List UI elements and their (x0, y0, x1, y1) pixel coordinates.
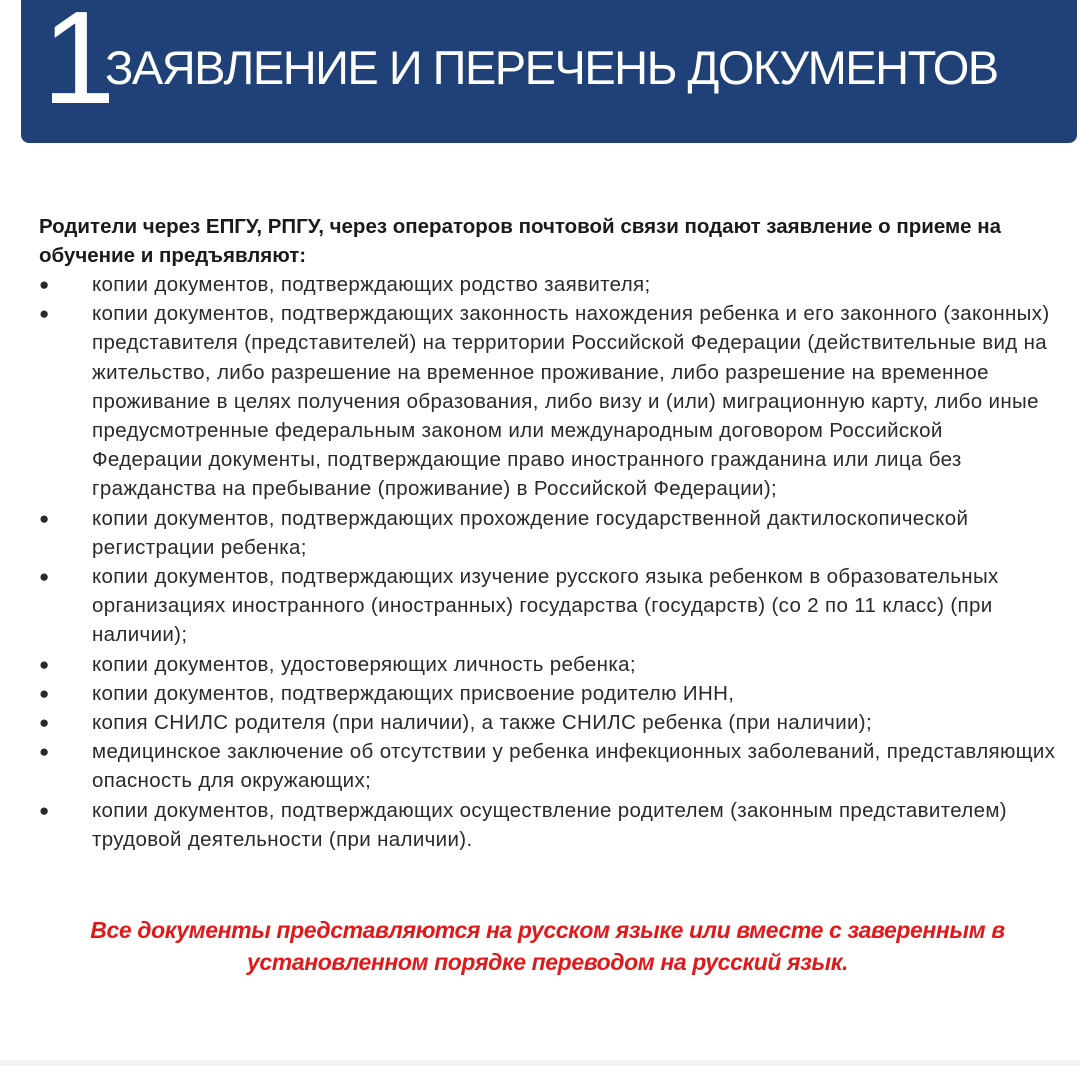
document-item (39, 679, 1059, 708)
document-text: медицинское заключение об отсутствии у ребенка инфекционных заболеваний, представляющих опасность для окружающих; (92, 740, 1056, 793)
section-number: 1 (42, 0, 112, 131)
document-text: копии документов, подтверждающих присвоение родителю ИНН, (92, 681, 735, 705)
document-text: копии документов, удостоверяющих личность ребенка; (92, 652, 636, 676)
bullet-icon: ● (39, 508, 50, 528)
document-text: копии документов, подтверждающих родство заявителя; (92, 273, 651, 296)
bullet-icon: ● (39, 683, 50, 703)
document-item (39, 796, 1059, 854)
document-text: копии документов, подтверждающих изучение русского языка ребенком в образовательных организациях иностранного (иностранных) государства (государств) (со 2 по 11 класс) (при наличии); (92, 565, 999, 647)
bullet-icon: ● (39, 567, 50, 587)
intro-paragraph: Родители через ЕПГУ, РПГУ, через операторов почтовой связи подают заявление о приеме на обучение и предъявляют: (39, 215, 1002, 267)
bullet-icon: ● (39, 654, 50, 674)
bullet-icon: ● (39, 742, 50, 762)
document-item (39, 270, 1059, 299)
document-item (39, 737, 1059, 795)
document-item (39, 650, 1059, 679)
document-text: копии документов, подтверждающих законность нахождения ребенка и его законного (законных) представителя (представителей) на территории Российской Федерации (действительные вид на жительство, либо разрешение на временное проживание, либо разрешение на временное проживание в целях получения образования, либо визу и (или) миграционную карту, либо иные предусмотренные федеральным законом или международным договором Российской Федерации документы, подтверждающие право иностранного гражданина или лица без гражданства на пребывание (проживание) в Российской Федерации); (92, 302, 1050, 501)
document-text: копии документов, подтверждающих осуществление родителем (законным представителем) трудовой деятельности (при наличии). (92, 798, 1007, 851)
section-title: ЗАЯВЛЕНИЕ И ПЕРЕЧЕНЬ ДОКУМЕНТОВ (105, 41, 998, 94)
language-note: Все документы представляются на русском языке или вместе с заверенным в установленном порядке переводом на русский язык. (90, 917, 1005, 975)
bullet-icon: ● (39, 713, 50, 733)
document-item (39, 504, 1059, 562)
document-text: копии документов, подтверждающих прохождение государственной дактилоскопической регистрации ребенка; (92, 506, 969, 559)
document-item (39, 708, 1059, 737)
bullet-icon: ● (39, 304, 50, 324)
documents-list (39, 270, 1059, 854)
document-item (39, 562, 1059, 650)
document-text: копия СНИЛС родителя (при наличии), а также СНИЛС ребенка (при наличии); (92, 711, 873, 735)
bottom-divider (0, 1060, 1080, 1066)
bullet-icon: ● (39, 800, 50, 820)
bullet-icon: ● (39, 275, 50, 294)
document-item (39, 299, 1059, 503)
